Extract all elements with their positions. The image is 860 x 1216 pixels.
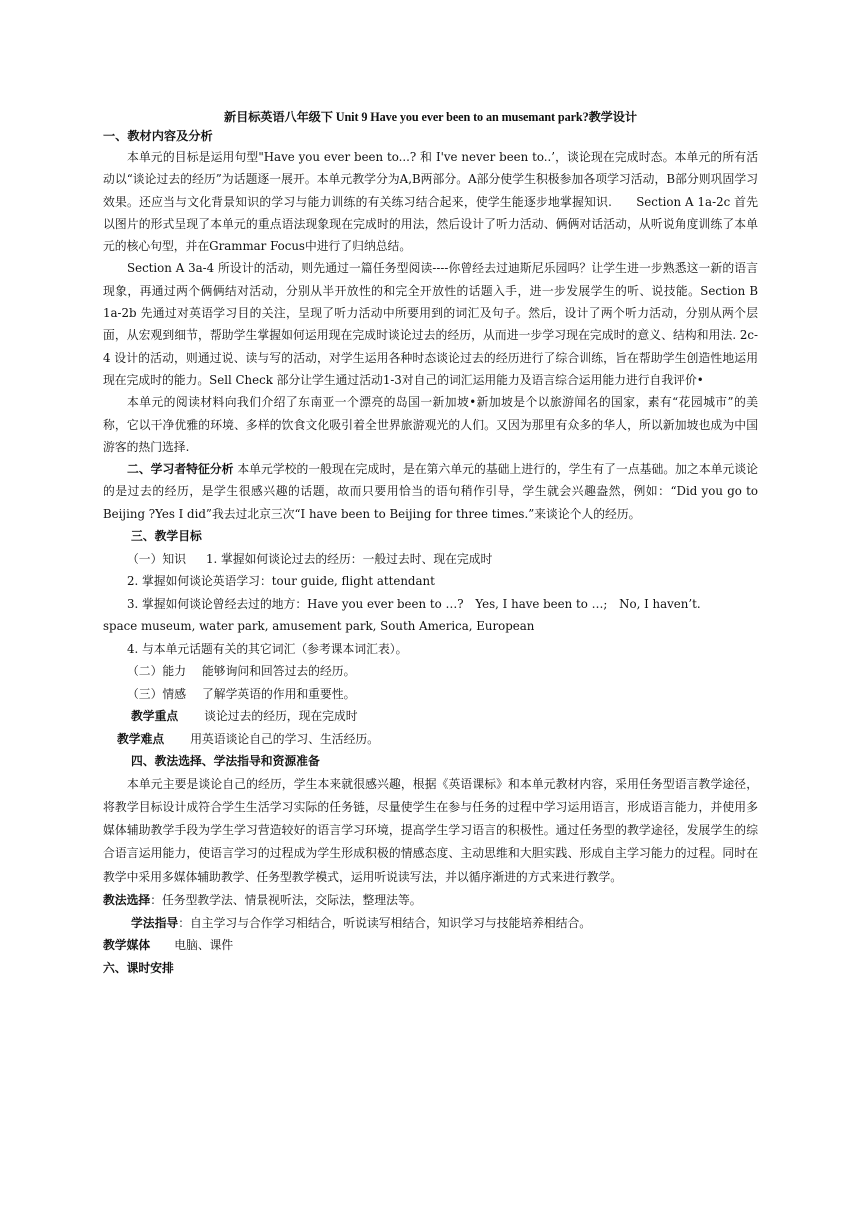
section-2-text: 本单元学校的一般现在完成时，是在第六单元的基础上进行的，学生有了一点基础。加之本单元谈论的是过去的经历，是学生很感兴趣的话题，故而只要用恰当的语句稍作引导，学生就会兴趣盎然，例如：“Did you go to Beijing ?Yes I did”我去过北京三次“I have been to Beijing for three times.”来谈论个人的经历。 [103, 462, 758, 521]
media-text: 电脑、课件 [174, 938, 234, 953]
section-6-heading: 六、课时安排 [103, 960, 174, 975]
focus-text: 谈论过去的经历，现在完成时 [204, 709, 358, 724]
study-text: ：自主学习与合作学习相结合，听说读写相结合，知识学习与技能培养相结合。 [178, 915, 592, 930]
media-label: 教学媒体 [103, 938, 151, 953]
focus-label: 教学重点 [131, 709, 179, 724]
document-page [103, 108, 758, 979]
knowledge-item-2: 2. 掌握如何谈论英语学习：tour guide, flight attendant [127, 574, 435, 589]
difficulty-line [103, 728, 758, 751]
section-1-paragraph-3: 本单元的阅读材料向我们介绍了东南亚一个漂亮的岛国一新加坡•新加坡是个以旅游闻名的国家，素有“花园城市”的美称，它以干净优雅的环境、多样的饮食文化吸引着全世界旅游观光的人们。又因为那里有众多的华人，所以新加坡也成为中国游客的热门选择. [103, 395, 758, 454]
emotion-label: （三）情感 [127, 686, 186, 701]
ability-label: （二）能力 [127, 664, 186, 679]
section-4-paragraph: 本单元主要是谈论自己的经历，学生本来就很感兴趣，根据《英语课标》和本单元教材内容，采用任务型语言教学途径，将教学目标设计成符合学生生活学习实际的任务链，尽量使学生在参与任务的过程中学习运用语言，形成语言能力，并使用多媒体辅助教学手段为学生学习营造较好的语言学习环境，提高学生学习语言的积极性。通过任务型的教学途径，发展学生的综合语言运用能力，使语言学习的过程成为学生形成积极的情感态度、主动思维和大胆实践、形成自主学习能力的过程。同时在教学中采用多媒体辅助教学、任务型教学模式，运用听说读写法，并以循序渐进的方式来进行教学。 [103, 776, 758, 884]
document-title: 新目标英语八年级下 Unit 9 Have you ever been to an musemant park?教学设计 [224, 110, 637, 124]
knowledge-label: （一）知识 [127, 551, 186, 566]
knowledge-item-3: 3. 掌握如何谈论曾经去过的地方：Have you ever been to …? Yes, I have been to …; No, I haven’t. [127, 596, 701, 611]
method-line [103, 889, 758, 912]
difficulty-text: 用英语谈论自己的学习、生活经历。 [190, 731, 379, 746]
section-3-heading: 三、教学目标 [131, 529, 202, 544]
method-text: ：任务型教学法、情景视听法，交际法，整理法等。 [150, 893, 422, 908]
method-label: 教法选择 [103, 893, 151, 908]
section-2-heading: 二、学习者特征分析 [127, 462, 234, 477]
section-2-paragraph [103, 458, 758, 525]
study-label: 学法指导 [131, 915, 179, 930]
section-1-heading: 一、教材内容及分析 [103, 129, 213, 143]
knowledge-item-4: 4. 与本单元话题有关的其它词汇（参考课本词汇表）。 [127, 641, 408, 656]
difficulty-label: 教学难点 [117, 731, 165, 746]
knowledge-item-3-vocab: space museum, water park, amusement park, South America, European [103, 619, 535, 634]
section-1-paragraph-1: 本单元的目标是运用句型"Have you ever been to...? 和 I've never been to..’，谈论现在完成时态。本单元的所有活动以“谈论过去的经历”为话题逐一展开。本单元教学分为A,B两部分。A部分使学生积极参加各项学习活动，B部分则巩固学习效果。还应当与文化背景知识的学习与能力训练的有关练习结合起来，使学生能逐步地掌握知识. Section A 1a-2c 首先以图片的形式呈现了本单元的重点语法现象现在完成时的用法，然后设计了听力活动、俩俩对话活动，从听说角度训练了本单元的核心句型，并在Grammar Focus中进行了归纳总结。 [103, 150, 758, 254]
knowledge-item-1: 1. 掌握如何谈论过去的经历：一般过去时、现在完成时 [206, 551, 493, 566]
knowledge-line-1 [103, 548, 758, 571]
emotion-line [103, 683, 758, 706]
ability-line [103, 660, 758, 683]
section-1-paragraph-2: Section A 3a-4 所设计的活动，则先通过一篇任务型阅读----你曾经去过迪斯尼乐园吗？让学生进一步熟悉这一新的语言现象，再通过两个俩俩结对活动，分别从半开放性的和完全开放性的话题入手，进一步发展学生的听、说技能。Section B 1a-2b 先通过对英语学习目的关注，呈现了听力活动中所要用到的词汇及句子。然后，设计了两个听力活动，分别从两个层面，从宏观到细节，帮助学生掌握如何运用现在完成时谈论过去的经历，从而进一步学习现在完成时的意义、结构和用法. 2c-4 设计的活动，则通过说、读与写的活动，对学生运用各种时态谈论过去的经历进行了综合训练，旨在帮助学生创造性地运用现在完成时的能力。Sell Check 部分让学生通过活动1-3对自己的词汇运用能力及语言综合运用能力进行自我评价• [103, 261, 758, 387]
section-4-heading: 四、教法选择、学法指导和资源准备 [131, 754, 320, 769]
emotion-text: 了解学英语的作用和重要性。 [202, 686, 356, 701]
study-line [103, 912, 758, 935]
media-line [103, 934, 758, 957]
ability-text: 能够询问和回答过去的经历。 [202, 664, 356, 679]
focus-line [103, 705, 758, 728]
